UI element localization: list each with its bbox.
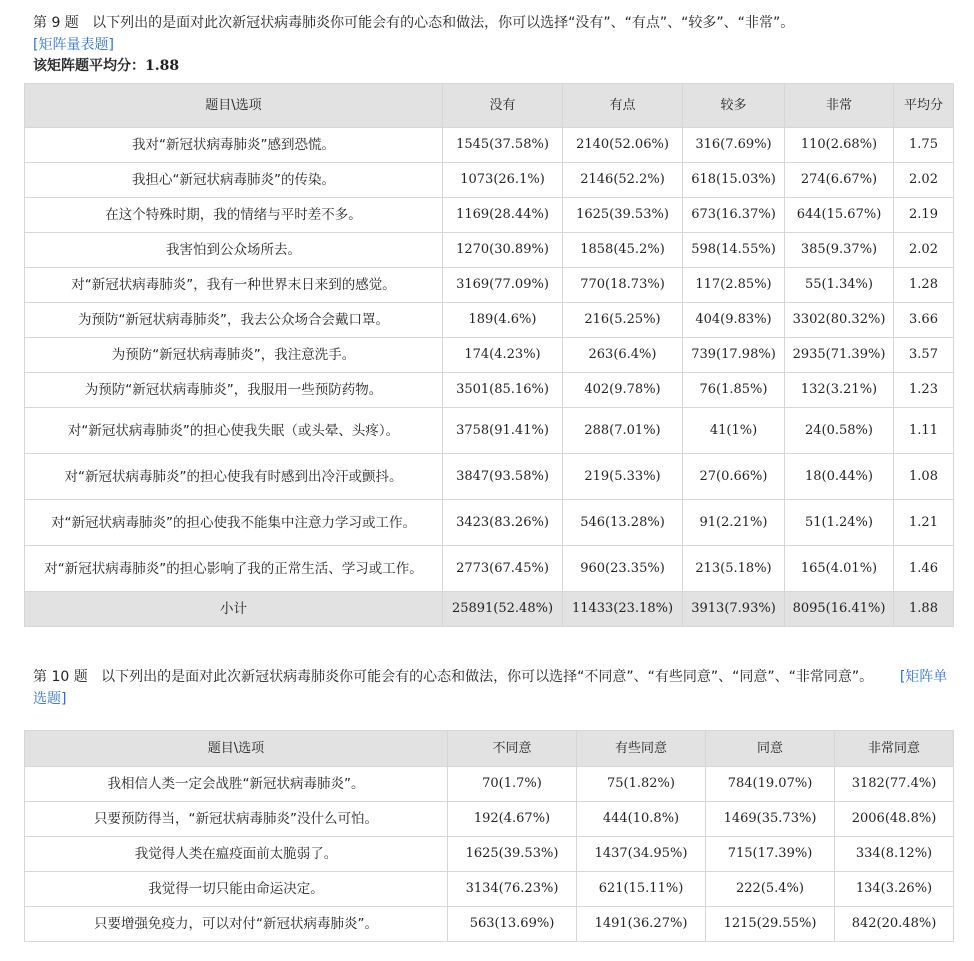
count-cell: 598(14.55%) (683, 233, 785, 268)
q9-col-very: 非常 (785, 84, 894, 128)
q10-header (33, 666, 953, 710)
q10-col-item: 题目\选项 (25, 731, 448, 767)
q10-col-disagree: 不同意 (448, 731, 577, 767)
count-cell: 563(13.69%) (448, 907, 577, 942)
q9-header (33, 12, 953, 76)
q9-col-item: 题目\选项 (25, 84, 443, 128)
subtotal-label: 小计 (25, 592, 443, 627)
count-cell: 1625(39.53%) (563, 198, 683, 233)
count-cell: 27(0.66%) (683, 454, 785, 500)
count-cell: 51(1.24%) (785, 500, 894, 546)
table-row (25, 163, 954, 198)
count-cell: 546(13.28%) (563, 500, 683, 546)
row-label: 我害怕到公众场所去。 (25, 233, 443, 268)
table-row (25, 198, 954, 233)
count-cell: 1437(34.95%) (577, 837, 706, 872)
count-cell: 174(4.23%) (443, 338, 563, 373)
q9-col-more: 较多 (683, 84, 785, 128)
count-cell: 444(10.8%) (577, 802, 706, 837)
count-cell: 1215(29.55%) (706, 907, 835, 942)
count-cell: 70(1.7%) (448, 767, 577, 802)
q9-type-link[interactable]: [矩阵量表题] (33, 37, 114, 53)
count-cell: 2140(52.06%) (563, 128, 683, 163)
q10-header-row (25, 731, 954, 767)
q9-header-row (25, 84, 954, 128)
count-cell: 1270(30.89%) (443, 233, 563, 268)
count-cell: 2146(52.2%) (563, 163, 683, 198)
count-cell: 222(5.4%) (706, 872, 835, 907)
q9-col-some: 有点 (563, 84, 683, 128)
count-cell: 3847(93.58%) (443, 454, 563, 500)
average-cell: 2.02 (894, 163, 954, 198)
count-cell: 274(6.67%) (785, 163, 894, 198)
count-cell: 110(2.68%) (785, 128, 894, 163)
count-cell: 2006(48.8%) (835, 802, 954, 837)
count-cell: 132(3.21%) (785, 373, 894, 408)
table-row (25, 837, 954, 872)
average-cell: 1.46 (894, 546, 954, 592)
count-cell: 3182(77.4%) (835, 767, 954, 802)
count-cell: 24(0.58%) (785, 408, 894, 454)
count-cell: 192(4.67%) (448, 802, 577, 837)
q10-col-agree: 同意 (706, 731, 835, 767)
row-label: 在这个特殊时期，我的情绪与平时差不多。 (25, 198, 443, 233)
count-cell: 3134(76.23%) (448, 872, 577, 907)
row-label: 我担心“新冠状病毒肺炎”的传染。 (25, 163, 443, 198)
count-cell: 673(16.37%) (683, 198, 785, 233)
count-cell: 3169(77.09%) (443, 268, 563, 303)
q9-prompt: 以下列出的是面对此次新冠状病毒肺炎你可能会有的心态和做法，你可以选择“没有”、“有点”、“较多”、“非常”。 (92, 15, 795, 31)
subtotal-cell: 8095(16.41%) (785, 592, 894, 627)
count-cell: 1491(36.27%) (577, 907, 706, 942)
count-cell: 219(5.33%) (563, 454, 683, 500)
row-label: 我觉得一切只能由命运决定。 (25, 872, 448, 907)
row-label: 对“新冠状病毒肺炎”的担心使我不能集中注意力学习或工作。 (25, 500, 443, 546)
count-cell: 316(7.69%) (683, 128, 785, 163)
average-cell: 1.11 (894, 408, 954, 454)
row-label: 我觉得人类在瘟疫面前太脆弱了。 (25, 837, 448, 872)
count-cell: 2773(67.45%) (443, 546, 563, 592)
table-row (25, 373, 954, 408)
count-cell: 3302(80.32%) (785, 303, 894, 338)
row-label: 我对“新冠状病毒肺炎”感到恐慌。 (25, 128, 443, 163)
subtotal-cell: 3913(7.93%) (683, 592, 785, 627)
q10-matrix-table (24, 730, 954, 942)
count-cell: 385(9.37%) (785, 233, 894, 268)
count-cell: 41(1%) (683, 408, 785, 454)
count-cell: 3501(85.16%) (443, 373, 563, 408)
q10-type-link[interactable]: [矩阵单选题] (33, 669, 948, 707)
q9-col-none: 没有 (443, 84, 563, 128)
count-cell: 621(15.11%) (577, 872, 706, 907)
q10-col-somewhat-agree: 有些同意 (577, 731, 706, 767)
count-cell: 1469(35.73%) (706, 802, 835, 837)
q9-matrix-table (24, 83, 954, 627)
subtotal-cell: 1.88 (894, 592, 954, 627)
count-cell: 75(1.82%) (577, 767, 706, 802)
count-cell: 1073(26.1%) (443, 163, 563, 198)
table-row (25, 802, 954, 837)
count-cell: 404(9.83%) (683, 303, 785, 338)
average-cell: 1.08 (894, 454, 954, 500)
count-cell: 3423(83.26%) (443, 500, 563, 546)
subtotal-row (25, 592, 954, 627)
table-row (25, 546, 954, 592)
count-cell: 91(2.21%) (683, 500, 785, 546)
average-cell: 1.28 (894, 268, 954, 303)
count-cell: 1625(39.53%) (448, 837, 577, 872)
average-cell: 1.23 (894, 373, 954, 408)
table-row (25, 767, 954, 802)
count-cell: 1169(28.44%) (443, 198, 563, 233)
count-cell: 263(6.4%) (563, 338, 683, 373)
q10-title (33, 666, 953, 710)
q9-title (33, 12, 953, 34)
q9-col-average: 平均分 (894, 84, 954, 128)
count-cell: 618(15.03%) (683, 163, 785, 198)
table-row (25, 128, 954, 163)
count-cell: 18(0.44%) (785, 454, 894, 500)
count-cell: 213(5.18%) (683, 546, 785, 592)
row-label: 对“新冠状病毒肺炎”的担心使我失眠（或头晕、头疼）。 (25, 408, 443, 454)
average-cell: 2.02 (894, 233, 954, 268)
q10-number: 第 10 题 (33, 669, 88, 685)
count-cell: 2935(71.39%) (785, 338, 894, 373)
count-cell: 216(5.25%) (563, 303, 683, 338)
count-cell: 1545(37.58%) (443, 128, 563, 163)
table-row (25, 303, 954, 338)
count-cell: 189(4.6%) (443, 303, 563, 338)
table-row (25, 872, 954, 907)
table-row (25, 408, 954, 454)
row-label: 我相信人类一定会战胜“新冠状病毒肺炎”。 (25, 767, 448, 802)
table-row (25, 907, 954, 942)
count-cell: 165(4.01%) (785, 546, 894, 592)
table-row (25, 233, 954, 268)
average-cell: 1.75 (894, 128, 954, 163)
count-cell: 739(17.98%) (683, 338, 785, 373)
average-cell: 1.21 (894, 500, 954, 546)
count-cell: 55(1.34%) (785, 268, 894, 303)
count-cell: 644(15.67%) (785, 198, 894, 233)
count-cell: 402(9.78%) (563, 373, 683, 408)
row-label: 只要增强免疫力，可以对付“新冠状病毒肺炎”。 (25, 907, 448, 942)
count-cell: 76(1.85%) (683, 373, 785, 408)
count-cell: 960(23.35%) (563, 546, 683, 592)
row-label: 为预防“新冠状病毒肺炎”，我去公众场合会戴口罩。 (25, 303, 443, 338)
q9-number: 第 9 题 (33, 15, 79, 31)
subtotal-cell: 11433(23.18%) (563, 592, 683, 627)
count-cell: 134(3.26%) (835, 872, 954, 907)
average-cell: 2.19 (894, 198, 954, 233)
count-cell: 117(2.85%) (683, 268, 785, 303)
count-cell: 288(7.01%) (563, 408, 683, 454)
q10-col-strongly-agree: 非常同意 (835, 731, 954, 767)
table-row (25, 454, 954, 500)
row-label: 对“新冠状病毒肺炎”，我有一种世界末日来到的感觉。 (25, 268, 443, 303)
row-label: 只要预防得当，“新冠状病毒肺炎”没什么可怕。 (25, 802, 448, 837)
average-cell: 3.57 (894, 338, 954, 373)
count-cell: 334(8.12%) (835, 837, 954, 872)
row-label: 对“新冠状病毒肺炎”的担心使我有时感到出冷汗或颤抖。 (25, 454, 443, 500)
row-label: 对“新冠状病毒肺炎”的担心影响了我的正常生活、学习或工作。 (25, 546, 443, 592)
count-cell: 784(19.07%) (706, 767, 835, 802)
q10-prompt: 以下列出的是面对此次新冠状病毒肺炎你可能会有的心态和做法，你可以选择“不同意”、“有些同意”、“同意”、“非常同意”。 (101, 669, 874, 685)
table-row (25, 500, 954, 546)
count-cell: 770(18.73%) (563, 268, 683, 303)
average-cell: 3.66 (894, 303, 954, 338)
q9-average-score: 该矩阵题平均分：1.88 (33, 58, 180, 74)
count-cell: 1858(45.2%) (563, 233, 683, 268)
count-cell: 715(17.39%) (706, 837, 835, 872)
row-label: 为预防“新冠状病毒肺炎”，我注意洗手。 (25, 338, 443, 373)
table-row (25, 338, 954, 373)
row-label: 为预防“新冠状病毒肺炎”，我服用一些预防药物。 (25, 373, 443, 408)
table-row (25, 268, 954, 303)
count-cell: 3758(91.41%) (443, 408, 563, 454)
subtotal-cell: 25891(52.48%) (443, 592, 563, 627)
count-cell: 842(20.48%) (835, 907, 954, 942)
